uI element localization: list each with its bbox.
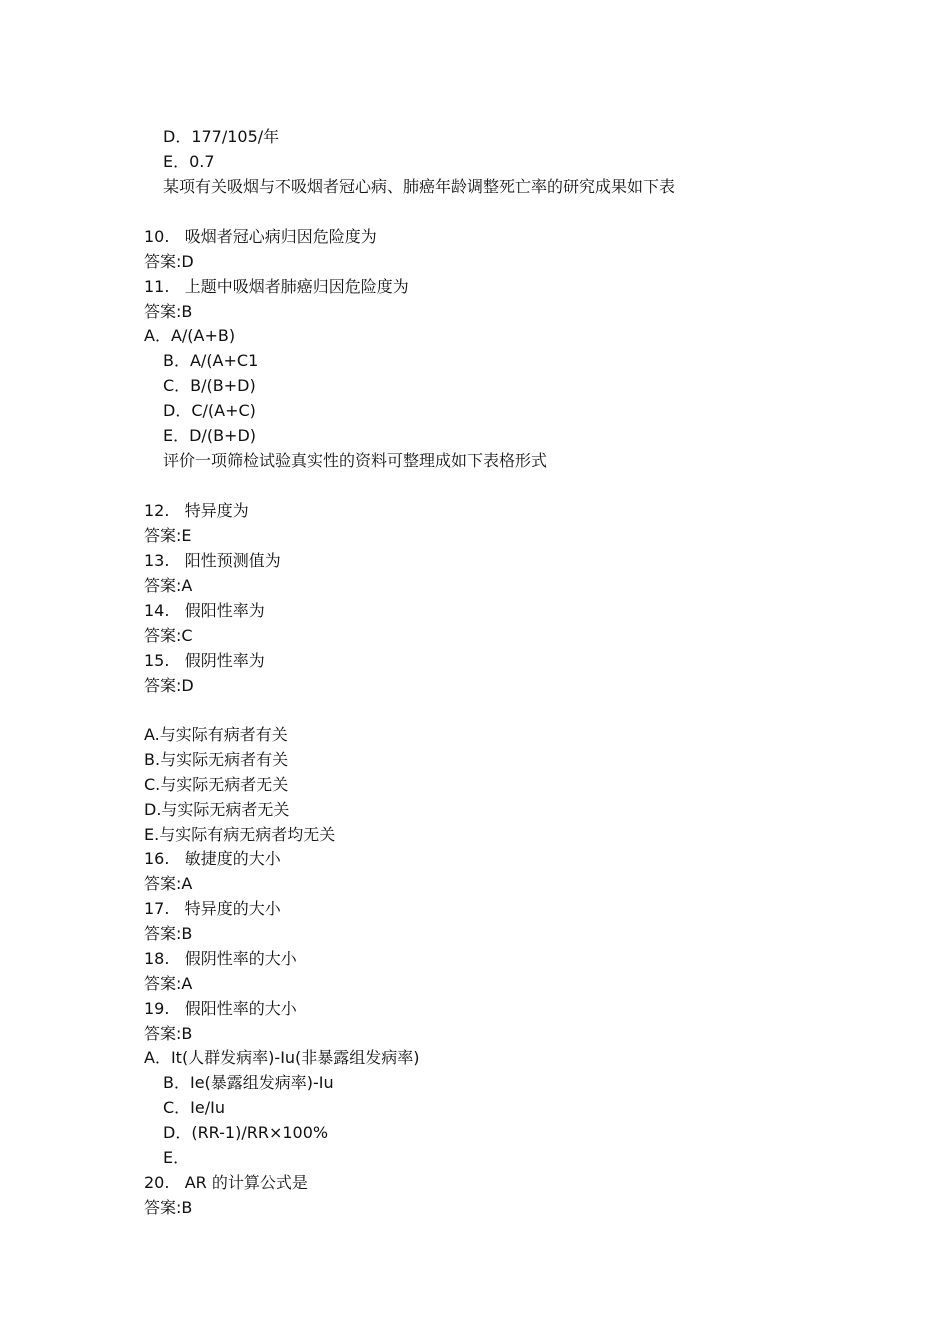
answer-14: 答案:C bbox=[144, 626, 193, 645]
question-19: 19. 假阳性率的大小 bbox=[144, 999, 297, 1018]
option-b: B．Ie(暴露组发病率)-Iu bbox=[163, 1073, 334, 1092]
answer-15: 答案:D bbox=[144, 676, 194, 695]
option-c: C．Ie/Iu bbox=[163, 1098, 225, 1117]
option-d: D．177/105/年 bbox=[163, 127, 280, 146]
answer-19: 答案:B bbox=[144, 1024, 193, 1043]
answer-18: 答案:A bbox=[144, 974, 193, 993]
question-20: 20. AR 的计算公式是 bbox=[144, 1173, 308, 1192]
answer-11: 答案:B bbox=[144, 302, 193, 321]
option-a: A．It(人群发病率)-Iu(非暴露组发病率) bbox=[144, 1048, 420, 1067]
answer-13: 答案:A bbox=[144, 576, 193, 595]
option-a: A．A/(A+B) bbox=[144, 326, 236, 345]
option-e: E.与实际有病无病者均无关 bbox=[144, 825, 336, 844]
table-intro-text: 评价一项筛检试验真实性的资料可整理成如下表格形式 bbox=[163, 451, 548, 470]
question-14: 14. 假阳性率为 bbox=[144, 601, 265, 620]
question-18: 18. 假阴性率的大小 bbox=[144, 949, 297, 968]
option-d: D.与实际无病者无关 bbox=[144, 800, 290, 819]
option-d: D．(RR-1)/RR×100% bbox=[163, 1123, 329, 1142]
option-d: D．C/(A+C) bbox=[163, 401, 256, 420]
option-e: E． bbox=[163, 1148, 190, 1167]
option-c: C.与实际无病者无关 bbox=[144, 775, 289, 794]
answer-20: 答案:B bbox=[144, 1198, 193, 1217]
question-17: 17. 特异度的大小 bbox=[144, 899, 281, 918]
option-c: C．B/(B+D) bbox=[163, 376, 256, 395]
option-a: A.与实际有病者有关 bbox=[144, 725, 288, 744]
question-11: 11. 上题中吸烟者肺癌归因危险度为 bbox=[144, 277, 409, 296]
answer-10: 答案:D bbox=[144, 252, 194, 271]
option-e: E．D/(B+D) bbox=[163, 426, 257, 445]
table-intro-text: 某项有关吸烟与不吸烟者冠心病、肺癌年龄调整死亡率的研究成果如下表 bbox=[163, 177, 676, 196]
answer-12: 答案:E bbox=[144, 526, 192, 545]
question-13: 13. 阳性预测值为 bbox=[144, 551, 281, 570]
option-b: B．A/(A+C1 bbox=[163, 351, 259, 370]
question-10: 10. 吸烟者冠心病归因危险度为 bbox=[144, 227, 377, 246]
question-12: 12. 特异度为 bbox=[144, 501, 249, 520]
answer-17: 答案:B bbox=[144, 924, 193, 943]
question-15: 15. 假阴性率为 bbox=[144, 651, 265, 670]
option-e: E．0.7 bbox=[163, 152, 215, 171]
answer-16: 答案:A bbox=[144, 874, 193, 893]
question-16: 16. 敏捷度的大小 bbox=[144, 849, 281, 868]
option-b: B.与实际无病者有关 bbox=[144, 750, 289, 769]
